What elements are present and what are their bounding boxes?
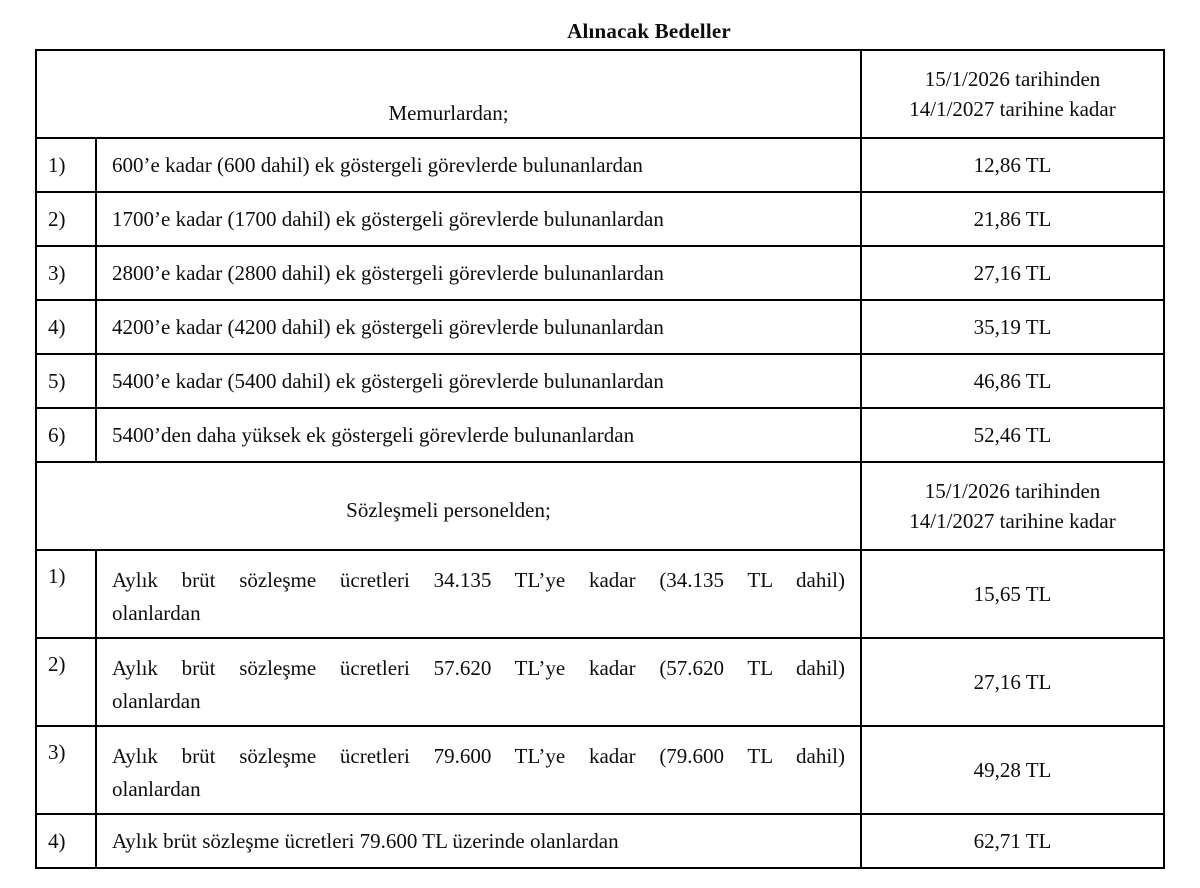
row-amount: 46,86 TL	[861, 354, 1164, 408]
table-row	[36, 192, 1164, 246]
period-line-2: 14/1/2027 tarihine kadar	[909, 97, 1116, 121]
table-row	[36, 726, 1164, 814]
description-line: olanlardan	[112, 777, 201, 801]
row-number: 2)	[36, 638, 96, 726]
section-header-row-sozlesmeli	[36, 462, 1164, 550]
row-description	[96, 138, 861, 192]
row-description	[96, 300, 861, 354]
description-line: 600’e kadar (600 dahil) ek göstergeli görevlerde bulunanlardan	[112, 152, 643, 177]
description-line: Aylık brüt sözleşme ücretleri 57.620 TL’ye kadar (57.620 TL dahil)	[112, 656, 845, 680]
description-line: olanlardan	[112, 601, 201, 625]
section-period-cell	[861, 462, 1164, 550]
row-description	[96, 638, 861, 726]
description-line: Aylık brüt sözleşme ücretleri 34.135 TL’ye kadar (34.135 TL dahil)	[112, 568, 845, 592]
row-number: 6)	[36, 408, 96, 462]
description-line: 5400’e kadar (5400 dahil) ek göstergeli görevlerde bulunanlardan	[112, 368, 664, 393]
row-description	[96, 726, 861, 814]
row-number: 2)	[36, 192, 96, 246]
row-number: 3)	[36, 246, 96, 300]
row-amount: 62,71 TL	[861, 814, 1164, 868]
row-number: 4)	[36, 300, 96, 354]
row-amount: 35,19 TL	[861, 300, 1164, 354]
table-row	[36, 814, 1164, 868]
row-amount: 52,46 TL	[861, 408, 1164, 462]
description-line: 1700’e kadar (1700 dahil) ek göstergeli görevlerde bulunanlardan	[112, 206, 664, 231]
row-description	[96, 246, 861, 300]
row-description	[96, 408, 861, 462]
row-amount: 12,86 TL	[861, 138, 1164, 192]
row-amount: 27,16 TL	[861, 246, 1164, 300]
row-number: 1)	[36, 138, 96, 192]
row-number: 1)	[36, 550, 96, 638]
description-line: Aylık brüt sözleşme ücretleri 79.600 TL’ye kadar (79.600 TL dahil)	[112, 744, 845, 768]
period-line-1: 15/1/2026 tarihinden	[924, 479, 1101, 503]
section-header-row-memurlar	[36, 50, 1164, 138]
row-amount: 15,65 TL	[861, 550, 1164, 638]
row-amount: 27,16 TL	[861, 638, 1164, 726]
section-header-label: Memurlardan;	[36, 50, 861, 138]
row-amount: 21,86 TL	[861, 192, 1164, 246]
row-description	[96, 550, 861, 638]
description-line: 5400’den daha yüksek ek göstergeli görevlerde bulunanlardan	[112, 422, 635, 447]
table-row	[36, 300, 1164, 354]
table-row	[36, 246, 1164, 300]
description-line: olanlardan	[112, 689, 201, 713]
table-row	[36, 638, 1164, 726]
row-amount: 49,28 TL	[861, 726, 1164, 814]
row-number: 4)	[36, 814, 96, 868]
section-header-label: Sözleşmeli personelden;	[36, 462, 861, 550]
row-description	[96, 814, 861, 868]
period-line-2: 14/1/2027 tarihine kadar	[909, 509, 1116, 533]
table-row	[36, 408, 1164, 462]
description-line: 2800’e kadar (2800 dahil) ek göstergeli görevlerde bulunanlardan	[112, 260, 664, 285]
row-description	[96, 192, 861, 246]
period-line-1: 15/1/2026 tarihinden	[924, 67, 1101, 91]
table-row	[36, 550, 1164, 638]
description-line: 4200’e kadar (4200 dahil) ek göstergeli görevlerde bulunanlardan	[112, 314, 664, 339]
row-number: 5)	[36, 354, 96, 408]
table-row	[36, 138, 1164, 192]
row-number: 3)	[36, 726, 96, 814]
row-description	[96, 354, 861, 408]
table-row	[36, 354, 1164, 408]
fees-table	[35, 49, 1165, 869]
section-period-cell	[861, 50, 1164, 138]
description-line: Aylık brüt sözleşme ücretleri 79.600 TL üzerinde olanlardan	[112, 828, 619, 853]
page-title: Alınacak Bedeller	[567, 19, 731, 43]
